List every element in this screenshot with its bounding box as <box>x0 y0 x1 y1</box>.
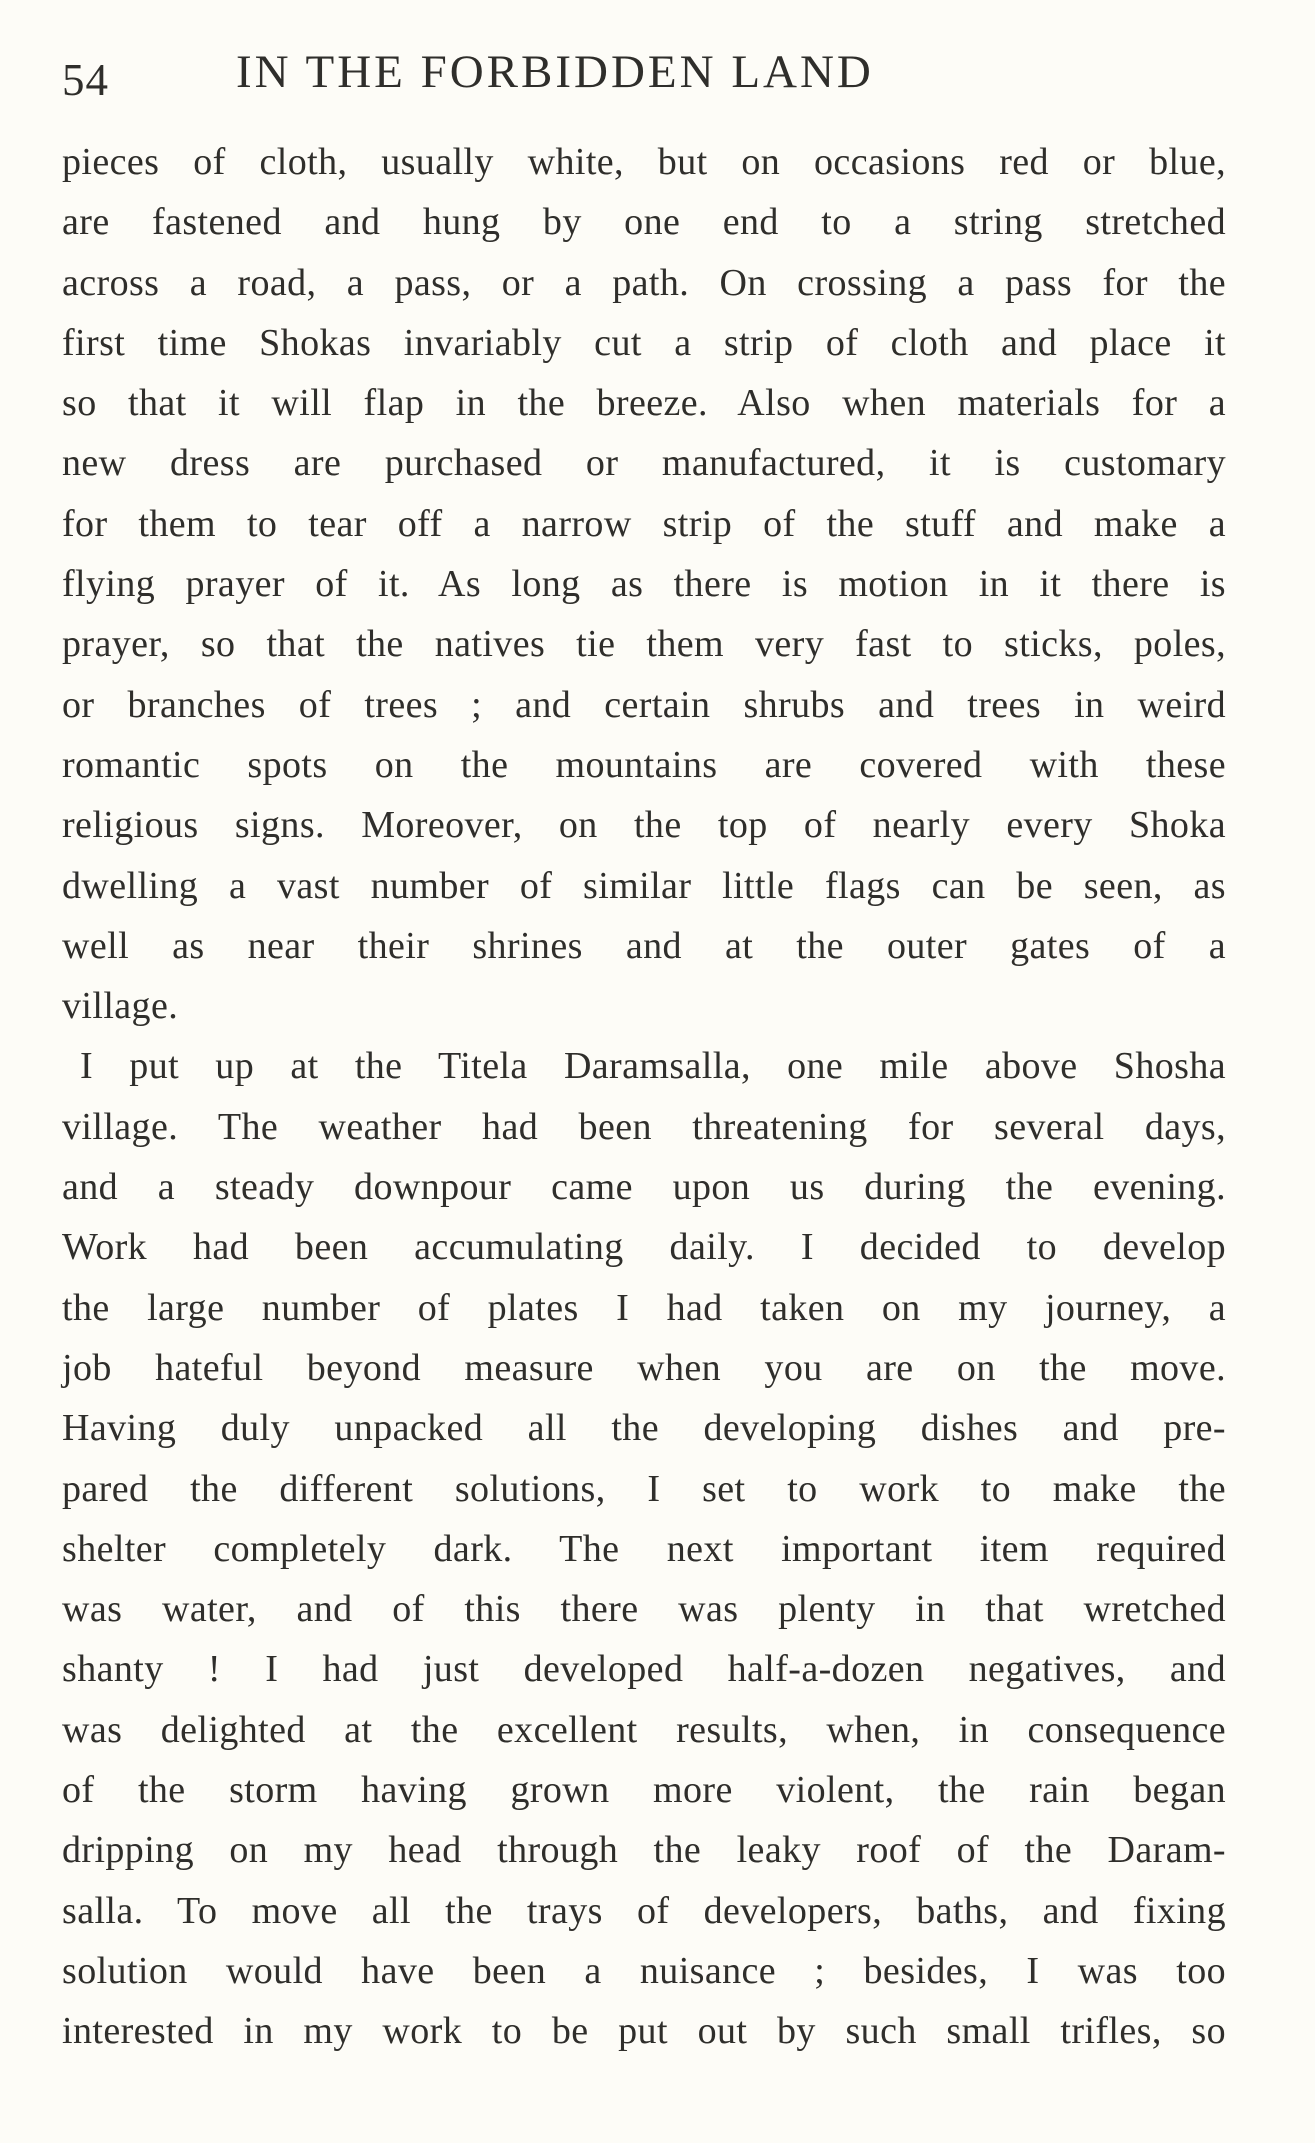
text-line: solution would have been a nuisance ; besides, I was too <box>62 1949 1226 1992</box>
text-line: pieces of cloth, usually white, but on occasions red or blue, <box>62 141 1226 183</box>
text-line: shanty ! I had just developed half-a-dozen negatives, and <box>62 1648 1226 1691</box>
text-line: across a road, a pass, or a path. On crossing a pass for the <box>62 261 1226 304</box>
text-line: are fastened and hung by one end to a string stretched <box>62 201 1226 244</box>
text-line: first time Shokas invariably cut a strip of cloth and place it <box>62 321 1226 364</box>
text-line: Having duly unpacked all the developing dishes and pre- <box>62 1407 1226 1450</box>
text-line: romantic spots on the mountains are covered with these <box>62 743 1226 786</box>
text-line: shelter completely dark. The next important item required <box>62 1527 1226 1570</box>
page-number: 54 <box>62 55 109 105</box>
text-line: job hateful beyond measure when you are on the move. <box>62 1346 1226 1389</box>
text-line: for them to tear off a narrow strip of the stuff and make a <box>62 502 1226 545</box>
body-text <box>62 132 1226 2062</box>
text-line: well as near their shrines and at the outer gates of a <box>62 924 1226 967</box>
page-header <box>62 40 1224 110</box>
text-line: or branches of trees ; and certain shrubs and trees in weird <box>62 683 1226 726</box>
text-line: Work had been accumulating daily. I decided to develop <box>62 1226 1226 1269</box>
text-line: interested in my work to be put out by such small trifles, so <box>62 2010 1226 2053</box>
text-line: prayer, so that the natives tie them very fast to sticks, poles, <box>62 623 1226 666</box>
paragraph-start-line: I put up at the Titela Daramsalla, one mile above Shosha <box>80 1045 1226 1088</box>
text-line: religious signs. Moreover, on the top of nearly every Shoka <box>62 804 1226 847</box>
text-line: salla. To move all the trays of developers, baths, and fixing <box>62 1889 1226 1932</box>
text-line: village. The weather had been threatening for several days, <box>62 1105 1226 1148</box>
text-line: the large number of plates I had taken on my journey, a <box>62 1286 1226 1329</box>
text-line: dwelling a vast number of similar little flags can be seen, as <box>62 864 1226 907</box>
text-line: flying prayer of it. As long as there is motion in it there is <box>62 563 1226 606</box>
text-line: was delighted at the excellent results, when, in consequence <box>62 1708 1226 1751</box>
paragraph-end-line: village. <box>62 985 179 1028</box>
text-line: new dress are purchased or manufactured, it is customary <box>62 442 1226 485</box>
text-line: dripping on my head through the leaky roof of the Daram- <box>62 1829 1226 1872</box>
text-line: pared the different solutions, I set to work to make the <box>62 1467 1226 1510</box>
text-line: so that it will flap in the breeze. Also when materials for a <box>62 382 1226 425</box>
text-line: was water, and of this there was plenty in that wretched <box>62 1588 1226 1631</box>
text-line: and a steady downpour came upon us during the evening. <box>62 1166 1226 1209</box>
running-title: IN THE FORBIDDEN LAND <box>236 46 874 98</box>
text-line: of the storm having grown more violent, the rain began <box>62 1769 1226 1812</box>
